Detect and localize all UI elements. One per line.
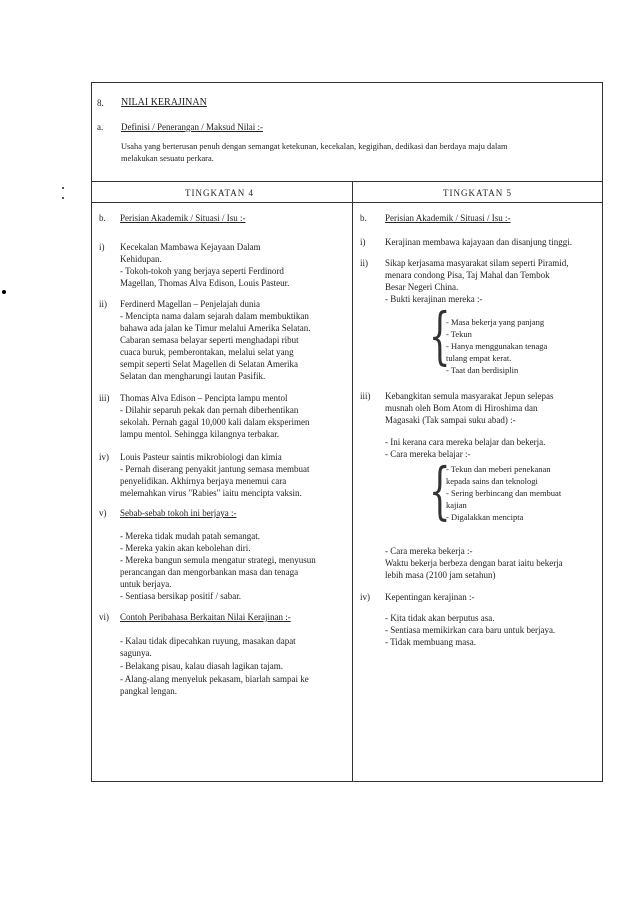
left-item-ii-line: bahawa ada jalan ke Timur melalui Amerika Selatan. bbox=[120, 323, 311, 333]
left-item-v-line: - Mereka bangun semula mengatur strategi, menyusun bbox=[120, 555, 316, 565]
left-item-iii-line: - Dilahir separuh pekak dan pernah diberhentikan bbox=[120, 405, 299, 415]
left-item-v-line: untuk berjaya. bbox=[120, 579, 172, 589]
left-item-i-line: Magellan, Thomas Alva Edison, Louis Pasteur. bbox=[120, 278, 290, 288]
divider-after-definition bbox=[91, 181, 603, 182]
left-item-ii-line: Cabaran semasa belayar seperti menghadapi ribut bbox=[120, 335, 299, 345]
right-item-iii-line: Kebangkitan semula masyarakat Jepun selepas bbox=[385, 391, 554, 401]
section-number: 8. bbox=[97, 98, 104, 108]
left-item-ii-line: Ferdinerd Magellan – Penjelajah dunia bbox=[120, 299, 260, 309]
column-header-left: TINGKATAN 4 bbox=[185, 188, 255, 198]
right-item-iii-number: iii) bbox=[360, 391, 371, 401]
left-item-v-number: v) bbox=[99, 508, 107, 518]
right-item-ii-line: - Bukti kerajinan mereka :- bbox=[385, 294, 483, 304]
right-item-i-line: Kerajinan membawa kajayaan dan disanjung tinggi. bbox=[385, 237, 572, 247]
definition-heading: Definisi / Penerangan / Maksud Nilai :- bbox=[121, 122, 263, 132]
bekerja-line: lebih masa (2100 jam setahun) bbox=[385, 570, 496, 580]
left-item-vi-line: - Kalau tidak dipecahkan ruyung, masakan dapat bbox=[120, 636, 296, 646]
right-item-iv-line: - Sentiasa memikirkan cara baru untuk berjaya. bbox=[385, 625, 556, 635]
bukti-line: - Tekun bbox=[446, 329, 472, 339]
right-item-ii-line: Sikap kerjasama masyarakat silam seperti Piramid, bbox=[385, 258, 569, 268]
left-item-v-line: perancangan dan mengorbankan masa dan tenaga bbox=[120, 567, 299, 577]
left-item-v-line: - Mereka tidak mudah patah semangat. bbox=[120, 531, 260, 541]
left-item-vi-line: sagunya. bbox=[120, 648, 152, 658]
left-item-iv-line: melemahkan virus "Rabies" iaitu mencipta vaksin. bbox=[120, 488, 302, 498]
left-item-iv-line: - Pernah diserang penyakit jantung semasa membuat bbox=[120, 464, 310, 474]
right-item-iv-line: - Tidak membuang masa. bbox=[385, 637, 476, 647]
left-item-i-number: i) bbox=[99, 242, 105, 252]
right-item-iii-line: Magasaki (Tak sampai suku abad) :- bbox=[385, 415, 516, 425]
scan-speck bbox=[2, 290, 6, 294]
left-item-ii-number: ii) bbox=[99, 299, 107, 309]
left-item-iv-line: penyelidikan. Akhirnya berjaya menemui cara bbox=[120, 476, 287, 486]
right-item-iii-line: - Ini kerana cara mereka belajar dan bekerja. bbox=[385, 437, 546, 447]
scan-speck bbox=[62, 187, 64, 189]
left-item-i-line: - Tokoh-tokoh yang berjaya seperti Ferdinord bbox=[120, 266, 284, 276]
right-b-heading: Perisian Akademik / Situasi / Isu :- bbox=[385, 213, 511, 223]
right-b-label: b. bbox=[360, 213, 367, 223]
left-b-label: b. bbox=[99, 213, 106, 223]
brace-bukti: { bbox=[428, 299, 451, 372]
right-item-i-number: i) bbox=[360, 237, 366, 247]
right-item-ii-line: menara condong Pisa, Taj Mahal dan Tembok bbox=[385, 270, 550, 280]
left-item-v-heading: Sebab-sebab tokoh ini berjaya :- bbox=[120, 508, 237, 518]
belajar-line: - Sering berbincang dan membuat bbox=[446, 488, 562, 498]
right-item-iv-number: iv) bbox=[360, 592, 370, 602]
right-item-iv-heading: Kepentingan kerajinan :- bbox=[385, 592, 475, 602]
right-item-ii-line: Besar Negeri China. bbox=[385, 282, 459, 292]
definition-label: a. bbox=[97, 122, 104, 132]
scan-speck bbox=[62, 197, 64, 199]
right-item-ii-number: ii) bbox=[360, 258, 368, 268]
right-item-iv-line: - Kita tidak akan berputus asa. bbox=[385, 613, 495, 623]
belajar-line: - Digalakkan mencipta bbox=[446, 512, 524, 522]
left-item-iii-line: lampu mentol. Sehingga kilangnya terbakar. bbox=[120, 429, 279, 439]
left-item-i-line: Kecekalan Mambawa Kejayaan Dalam bbox=[120, 242, 261, 252]
left-item-vi-line: - Alang-alang menyeluk pekasam, biarlah sampai ke bbox=[120, 674, 309, 684]
belajar-line: - Tekun dan meberi penekanan bbox=[446, 464, 551, 474]
bukti-line: - Hanya menggunakan tenaga bbox=[446, 341, 548, 351]
left-item-iii-line: Thomas Alva Edison – Pencipta lampu mentol bbox=[120, 393, 288, 403]
left-item-vi-heading: Contoh Peribahasa Berkaitan Nilai Kerajinan :- bbox=[120, 612, 291, 622]
brace-belajar: { bbox=[428, 454, 451, 527]
bekerja-line: Waktu bekerja berbeza dengan barat iaitu bekerja bbox=[385, 558, 563, 568]
left-item-iii-number: iii) bbox=[99, 393, 110, 403]
left-item-iv-number: iv) bbox=[99, 452, 109, 462]
belajar-line: kajian bbox=[446, 500, 467, 510]
bukti-line: - Taat dan berdisiplin bbox=[446, 365, 519, 375]
left-item-ii-line: cuaca buruk, pemberontakan, melalui selat yang bbox=[120, 347, 294, 357]
bukti-line: - Masa bekerja yang panjang bbox=[446, 317, 545, 327]
left-item-i-line: Kehidupan. bbox=[120, 254, 162, 264]
left-item-vi-line: pangkal lengan. bbox=[120, 686, 177, 696]
definition-text-line: Usaha yang berterusan penuh dengan semangat ketekunan, kecekalan, kegigihan, dedikasi dan berdaya maju dalam bbox=[121, 142, 508, 151]
bekerja-line: - Cara mereka bekerja :- bbox=[385, 546, 473, 556]
left-item-ii-line: Selatan dan mengharungi lautan Pasifik. bbox=[120, 371, 266, 381]
column-divider bbox=[352, 181, 353, 782]
definition-text-line: melakukan sesuatu perkara. bbox=[121, 154, 214, 163]
left-item-v-line: - Sentiasa bersikap positif / sabar. bbox=[120, 591, 241, 601]
section-title: NILAI KERAJINAN bbox=[121, 97, 207, 108]
right-item-iii-line: - Cara mereka belajar :- bbox=[385, 449, 471, 459]
left-item-iv-line: Louis Pasteur saintis mikrobiologi dan kimia bbox=[120, 452, 282, 462]
left-item-ii-line: sempit seperti Selat Magellen di Selatan Amerika bbox=[120, 359, 298, 369]
left-item-ii-line: - Mencipta nama dalam sejarah dalam membuktikan bbox=[120, 311, 309, 321]
bukti-line: tulang empat kerat. bbox=[446, 353, 512, 363]
left-b-heading: Perisian Akademik / Situasi / Isu :- bbox=[120, 213, 246, 223]
left-item-vi-line: - Belakang pisau, kalau diasah lagikan tajam. bbox=[120, 661, 283, 671]
left-item-v-line: - Mereka yakin akan kebolehan diri. bbox=[120, 543, 251, 553]
right-item-iii-line: musnah oleh Bom Atom di Hiroshima dan bbox=[385, 403, 538, 413]
column-header-right: TINGKATAN 5 bbox=[443, 188, 513, 198]
divider-after-headers bbox=[91, 202, 603, 203]
belajar-line: kepada sains dan teknologi bbox=[446, 476, 538, 486]
left-item-iii-line: sekolah. Pernah gagal 10,000 kali dalam eksperimen bbox=[120, 417, 310, 427]
left-item-vi-number: vi) bbox=[99, 612, 109, 622]
